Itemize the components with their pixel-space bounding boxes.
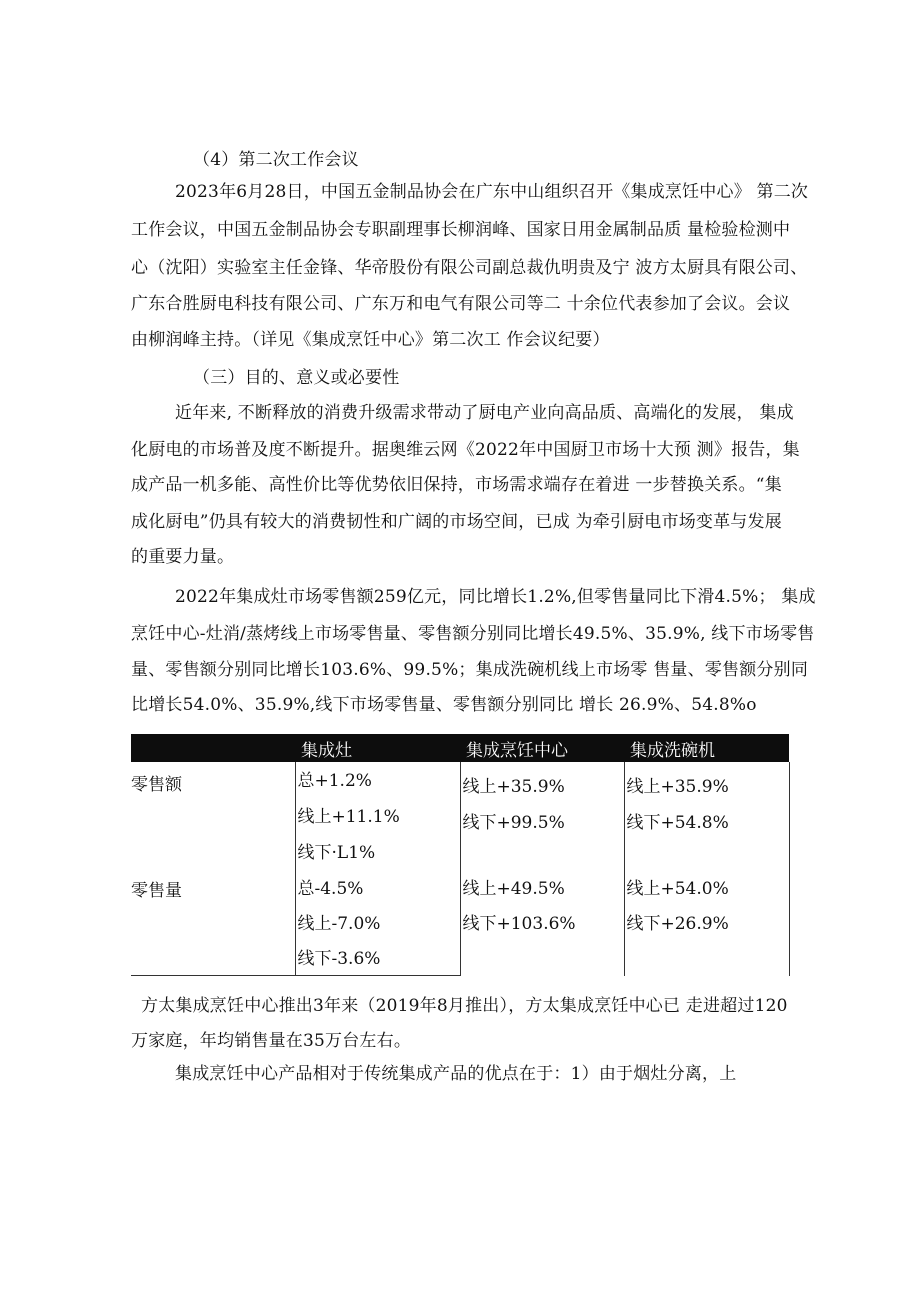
cell-value: 线上+11.1% (297, 807, 400, 827)
meeting-paragraph-line: 工作会议，中国五金制品协会专职副理事长柳润峰、国家日用金属制品质 量检验检测中 (131, 220, 791, 240)
fotile-paragraph-line: 方太集成烹饪中心推出3年来（2019年8月推出），方太集成烹饪中心已 走进超过120 (141, 996, 788, 1016)
purpose-paragraph-line: 成化厨电”仍具有较大的消费韧性和广阔的市场空间，已成 为牵引厨电市场变革与发展 (131, 512, 782, 532)
table-row (131, 762, 789, 872)
cell-value: 总-4.5% (297, 879, 364, 899)
cell-value: 线上+35.9% (626, 777, 729, 797)
cooking-center-cell (460, 872, 624, 976)
market-growth-table (131, 734, 790, 976)
cell-value: 线下+99.5% (462, 813, 565, 833)
header-cooking-center: 集成烹饪中心 (460, 734, 624, 762)
stove-cell (295, 872, 460, 976)
meeting-paragraph-line: 广东合胜厨电科技有限公司、广东万和电气有限公司等二 十余位代表参加了会议。会议 (131, 294, 791, 314)
advantage-paragraph-line: 集成烹饪中心产品相对于传统集成产品的优点在于：1）由于烟灶分离，上 (175, 1064, 737, 1084)
row-label-cell (131, 762, 295, 872)
sales-paragraph-line: 2022年集成灶市场零售额259亿元，同比增长1.2%,但零售量同比下滑4.5%； 集成 (175, 587, 816, 607)
cell-value: 线上+54.0% (626, 879, 729, 899)
section-heading-4: （4）第二次工作会议 (193, 150, 359, 170)
cell-value: 线下·L1% (297, 843, 376, 863)
header-empty-cell (131, 734, 295, 762)
cell-value: 线上-7.0% (297, 914, 381, 934)
row-label: 零售额 (131, 775, 182, 795)
cell-value: 线上+35.9% (462, 777, 565, 797)
cell-value: 线下+26.9% (626, 914, 729, 934)
cell-value: 线下+54.8% (626, 813, 729, 833)
table-row (131, 872, 789, 976)
sales-paragraph-line: 比增长54.0%、35.9%,线下市场零售量、零售额分别同比 增长 26.9%、54.8%o (131, 695, 757, 715)
header-integrated-stove: 集成灶 (295, 734, 460, 762)
purpose-paragraph-line: 的重要力量。 (131, 547, 235, 567)
sales-paragraph-line: 量、零售额分别同比增长103.6%、99.5%；集成洗碗机线上市场零 售量、零售额分别同 (131, 660, 809, 680)
row-label: 零售量 (131, 881, 182, 901)
stove-cell (295, 762, 460, 872)
dishwasher-cell (624, 762, 789, 872)
meeting-paragraph-line: 心（沈阳）实验室主任金锋、华帝股份有限公司副总裁仇明贵及宁 波方太厨具有限公司、 (131, 258, 808, 278)
meeting-paragraph-line: 2023年6月28日，中国五金制品协会在广东中山组织召开《集成烹饪中心》 第二次 (175, 182, 809, 202)
meeting-paragraph-line: 由柳润峰主持。（详见《集成烹饪中心》第二次工 作会议纪要） (131, 330, 610, 350)
section-heading-3: （三）目的、意义或必要性 (193, 368, 400, 388)
table-header-row (131, 734, 789, 762)
purpose-paragraph-line: 化厨电的市场普及度不断提升。据奥维云网《2022年中国厨卫市场十大预 测》报告，集 (131, 440, 800, 460)
fotile-paragraph-line: 万家庭，年均销售量在35万台左右。 (131, 1031, 412, 1051)
purpose-paragraph-line: 成产品一机多能、高性价比等优势依旧保持，市场需求端存在着进 一步替换关系。“集 (131, 475, 782, 495)
row-label-cell (131, 872, 295, 976)
dishwasher-cell (624, 872, 789, 976)
cell-value: 线上+49.5% (462, 879, 565, 899)
cell-value: 线下+103.6% (462, 914, 576, 934)
cooking-center-cell (460, 762, 624, 872)
purpose-paragraph-line: 近年来, 不断释放的消费升级需求带动了厨电产业向高品质、高端化的发展， 集成 (175, 403, 794, 423)
cell-value: 线下-3.6% (297, 949, 381, 969)
cell-value: 总+1.2% (297, 771, 372, 791)
header-dishwasher: 集成洗碗机 (624, 734, 789, 762)
sales-paragraph-line: 烹饪中心-灶消/蒸烤线上市场零售量、零售额分别同比增长49.5%、35.9%, 线下市场零售 (131, 624, 815, 644)
